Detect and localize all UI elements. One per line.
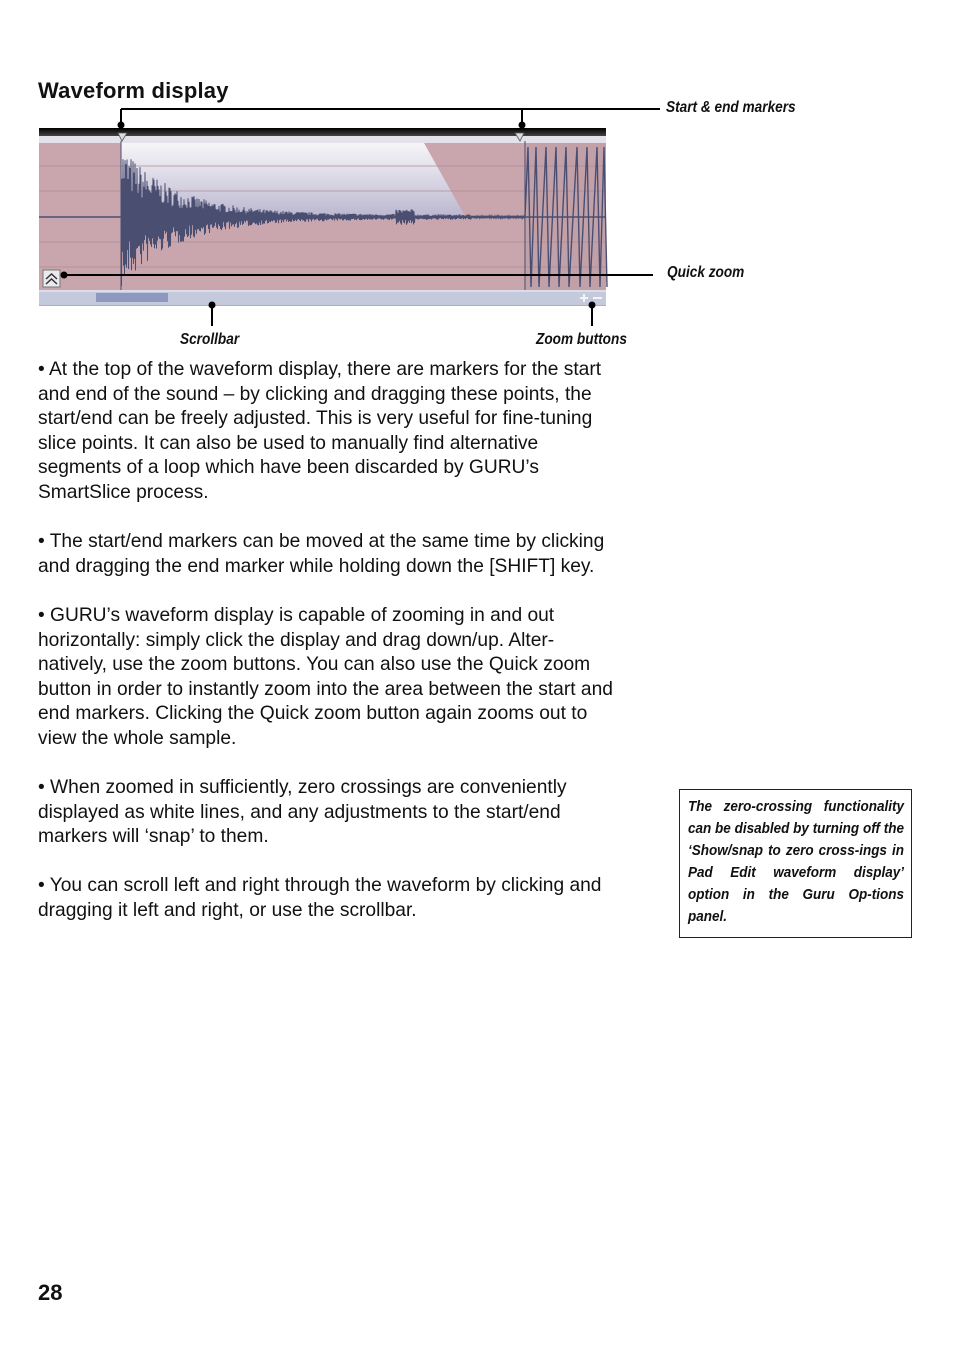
paragraph: • The start/end markers can be moved at the same time by clicking and dragging the end marker while holding down the [SHIFT] key. (38, 531, 605, 577)
callout-start-end-markers: Start & end markers (666, 99, 796, 116)
scrollbar-thumb[interactable] (96, 293, 168, 302)
page-number: 28 (38, 1280, 63, 1305)
paragraph: • You can scroll left and right through the waveform by clicking and dragging it left and right, or use the scrollbar. (38, 875, 602, 922)
note-text: The zero-crossing functionality can be disabled by turning off the ‘Show/snap to zero cross-ings in Pad Edit waveform display’ option in the Guru Op-tions panel. (688, 798, 904, 925)
body-text (38, 358, 613, 948)
paragraph: • GURU’s waveform display is capable of zooming in and out horizontally: simply click the display and drag down/up. Alter-natively, use the zoom buttons. You can also use the Quick zoom button in order to instantly zoom into the area between the start and end markers. Clicking the Quick zoom button again zooms out to view the whole sample. (38, 604, 613, 749)
paragraph: • When zoomed in sufficiently, zero crossings are conveniently displayed as white lines, and any adjustments to the start/end markers will ‘snap’ to them. (38, 777, 567, 848)
note-box (679, 789, 912, 938)
section-heading: Waveform display (38, 78, 229, 103)
callout-zoom-buttons: Zoom buttons (536, 331, 627, 348)
callout-quick-zoom: Quick zoom (667, 264, 745, 281)
waveform-display[interactable] (39, 128, 607, 306)
quick-zoom-button[interactable] (43, 270, 60, 287)
scrollbar[interactable] (39, 290, 606, 305)
waveform-figure (0, 0, 954, 360)
callout-scrollbar: Scrollbar (180, 331, 240, 348)
zoom-in-button[interactable] (578, 292, 590, 304)
paragraph: • At the top of the waveform display, there are markers for the start and end of the sound – by clicking and dragging these points, the start/end can be freely adjusted. This is very useful for fine-tuning slice points. It can also be used to manually find alternative segments of a loop which have been discarded by GURU’s SmartSlice process. (38, 359, 602, 503)
